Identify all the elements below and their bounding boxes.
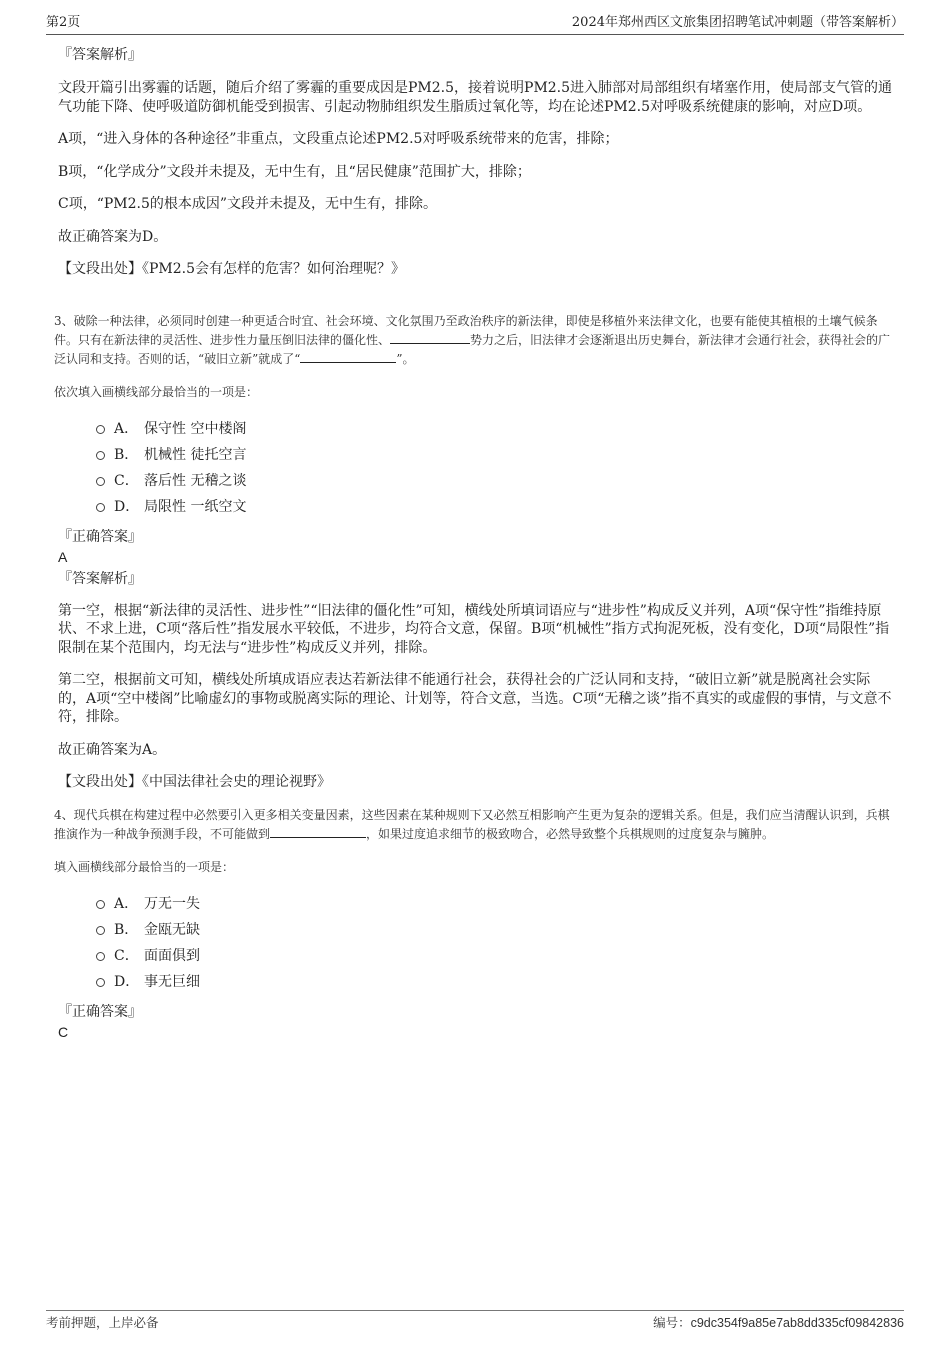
analysis-paragraph: 文段开篇引出雾霾的话题，随后介绍了雾霾的重要成因是PM2.5，接着说明PM2.5进入肺部对局部组织有堵塞作用，使局部支气管的通气功能下降、使呼吸道防御机能受到损害、引起动物肺组织发生脂质过氧化等，均在论述PM2.5对呼吸系统健康的影响，对应D项。 — [58, 80, 893, 115]
source-citation: 【文段出处】《中国法律社会史的理论视野》 — [58, 774, 331, 790]
analysis-conclusion: 故正确答案为A。 — [58, 741, 167, 758]
previous-question-analysis — [54, 44, 894, 279]
radio-button-icon[interactable] — [96, 926, 105, 935]
radio-button-icon[interactable] — [96, 451, 105, 460]
option-text: 保守性 空中楼阁 — [144, 420, 247, 437]
option-b[interactable] — [96, 442, 894, 468]
option-text: 机械性 徒托空言 — [144, 446, 247, 463]
footer-slogan: 考前押题，上岸必备 — [46, 1315, 159, 1330]
option-letter: A． — [114, 420, 139, 437]
option-letter: C． — [114, 947, 139, 964]
correct-answer-value: C — [58, 1023, 69, 1040]
radio-button-icon[interactable] — [96, 425, 105, 434]
analysis-conclusion: 故正确答案为D。 — [58, 228, 168, 245]
option-letter: C． — [114, 472, 139, 489]
option-text: 局限性 一纸空文 — [144, 498, 247, 515]
page-content — [54, 44, 894, 1041]
analysis-paragraph: 第一空，根据“新法律的灵活性、进步性”“旧法律的僵化性”可知，横线处所填词语应与“进步性”构成反义并列，A项“保守性”指维持原状、不求上进，C项“落后性”指发展水平较低，不进步，均符合文意，保留。B项“机械性”指方式拘泥死板，没有变化，D项“局限性”指限制在某个范围内，均无法与“进步性”构成反义并列，排除。 — [58, 602, 890, 656]
page-header — [46, 14, 904, 35]
option-text: 事无巨细 — [144, 973, 200, 990]
option-text: 金瓯无缺 — [144, 921, 200, 938]
option-b[interactable] — [96, 917, 894, 943]
answer-options — [96, 416, 894, 520]
option-a[interactable] — [96, 891, 894, 917]
correct-answer-label: 『正确答案』 — [58, 1003, 142, 1020]
question-stem: 4、现代兵棋在构建过程中必然要引入更多相关变量因素，这些因素在某种规则下又必然互相影响产生更为复杂的逻辑关系。但是，我们应当清醒认识到，兵棋推演作为一种战争预测手段，不可能做到 ，如果过度追求细节的极致吻合，必然导致整个兵棋规则的过度复杂与臃肿。 — [54, 807, 890, 841]
source-citation: 【文段出处】《PM2.5会有怎样的危害？如何治理呢？》 — [58, 261, 406, 277]
page-number: 第2页 — [46, 15, 81, 30]
analysis-paragraph: C项，“PM2.5的根本成因”文段并未提及，无中生有，排除。 — [58, 196, 438, 212]
answer-options — [96, 891, 894, 995]
correct-answer-value: A — [58, 548, 68, 565]
option-letter: A． — [114, 895, 139, 912]
option-text: 面面俱到 — [144, 947, 200, 964]
radio-button-icon[interactable] — [96, 477, 105, 486]
document-title: 2024年郑州西区文旅集团招聘笔试冲刺题（带答案解析） — [571, 15, 904, 30]
question-4 — [54, 806, 894, 1041]
analysis-paragraph: 第二空，根据前文可知，横线处所填成语应表达若新法律不能通行社会，获得社会的广泛认同和支持，“破旧立新”就是脱离社会实际的，A项“空中楼阁”比喻虚幻的事物或脱离实际的理论、计划等，符合文意，当选。C项“无稽之谈”指不真实的或虚假的事情，与文意不符，排除。 — [58, 672, 892, 725]
radio-button-icon[interactable] — [96, 952, 105, 961]
fill-blank — [300, 350, 396, 363]
option-c[interactable] — [96, 943, 894, 969]
fill-blank — [390, 331, 470, 344]
option-letter: B． — [114, 921, 139, 938]
option-a[interactable] — [96, 416, 894, 442]
option-letter: D． — [114, 498, 140, 515]
document-code: 编号：c9dc354f9a85e7ab8dd335cf09842836 — [653, 1316, 904, 1330]
question-prompt: 依次填入画横线部分最恰当的一项是： — [54, 384, 259, 399]
option-c[interactable] — [96, 468, 894, 494]
analysis-paragraph: A项，“进入身体的各种途径”非重点，文段重点论述PM2.5对呼吸系统带来的危害，排除； — [58, 131, 619, 147]
radio-button-icon[interactable] — [96, 900, 105, 909]
option-letter: D． — [114, 973, 140, 990]
correct-answer-label: 『正确答案』 — [58, 528, 142, 545]
answer-analysis-label: 『答案解析』 — [58, 570, 142, 587]
radio-button-icon[interactable] — [96, 978, 105, 987]
page-footer — [46, 1310, 904, 1331]
option-d[interactable] — [96, 494, 894, 520]
analysis-paragraph: B项，“化学成分”文段并未提及，无中生有，且“居民健康”范围扩大，排除； — [58, 163, 531, 180]
option-letter: B． — [114, 446, 139, 463]
option-d[interactable] — [96, 969, 894, 995]
fill-blank — [270, 825, 366, 838]
answer-analysis-label: 『答案解析』 — [58, 47, 142, 63]
option-text: 落后性 无稽之谈 — [144, 472, 247, 489]
question-3 — [54, 312, 894, 792]
radio-button-icon[interactable] — [96, 503, 105, 512]
question-prompt: 填入画横线部分最恰当的一项是： — [54, 859, 235, 874]
option-text: 万无一失 — [144, 895, 200, 912]
question-stem: 3、破除一种法律，必须同时创建一种更适合时宜、社会环境、文化氛围乃至政治秩序的新法律，即使是移植外来法律文化，也要有能使其植根的土壤气候条件。只有在新法律的灵活性、进步性力量压倒旧法律的僵化性、 势力之后，旧法律才会逐渐退出历史舞台，新法律才会通行社会，获得社会的广泛认同和支持。否则的话，“破旧立新”就成了“ ”。 — [54, 313, 891, 366]
